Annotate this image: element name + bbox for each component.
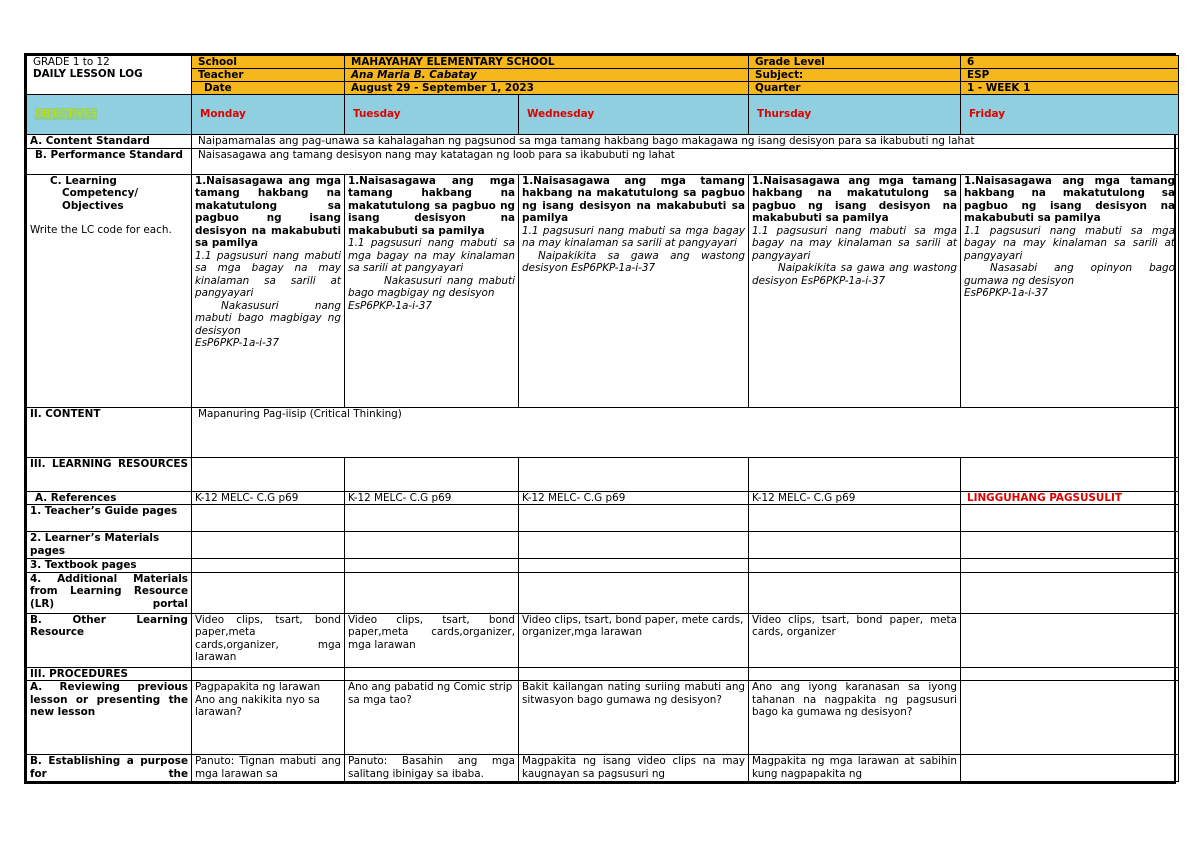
learning-resources-thursday [749,457,961,491]
competency-wednesday-sub: 1.1 pagsusuri nang mabuti sa mga bagay na may kinalaman sa sarili at pangyayari [522,224,745,249]
learners-materials-tuesday [345,532,519,559]
references-thursday: K-12 MELC- C.G p69 [749,491,961,505]
learners-materials-thursday [749,532,961,559]
subject-value: ESP [961,69,1179,82]
competency-wednesday [519,174,749,407]
reviewing-friday [961,681,1179,755]
competency-thursday-main: 1.Naisasagawa ang mga tamang hakbang na makatutulong sa pagbuo ng isang desisyon na makabubuti sa pamilya [752,174,957,224]
dll-title-line1: GRADE 1 to 12 [33,56,110,68]
references-wednesday: K-12 MELC- C.G p69 [519,491,749,505]
quarter-value: 1 - WEEK 1 [961,82,1179,95]
learning-resources-monday [192,457,345,491]
content-value: Mapanuring Pag-iisip (Critical Thinking) [192,407,1179,457]
establishing-label: B. Establishing a purpose for the [27,755,192,782]
textbook-friday [961,559,1179,573]
grade-level-value: 6 [961,56,1179,69]
content-label: II. CONTENT [27,407,192,457]
content-standard-value: Naipamamalas ang pag-unawa sa kahalagahan ng pagsunod sa mga tamang hakbang bago makagawa ng isang desisyon para sa ikabubuti ng lahat [192,135,1179,149]
competency-friday-main: 1.Naisasagawa ang mga tamang hakbang na makatutulong sa pagbuo ng isang desisyon na makabubuti sa pamilya [964,174,1175,224]
teachers-guide-tuesday [345,505,519,532]
competency-friday-sub: 1.1 pagsusuri nang mabuti sa mga bagay na may kinalaman sa sarili at pangyayari [964,224,1175,262]
additional-materials-monday [192,572,345,613]
dll-title-line2: DAILY LESSON LOG [33,68,143,80]
establishing-friday [961,755,1179,782]
teachers-guide-monday [192,505,345,532]
procedures-tuesday [345,667,519,681]
competency-wednesday-objective: Naipakikita sa gawa ang wastong desisyon EsP6PKP-1a-i-37 [522,249,745,274]
competency-tuesday-code: EsP6PKP-1a-i-37 [348,299,432,312]
date-value: August 29 - September 1, 2023 [345,82,749,95]
competency-thursday [749,174,961,407]
procedures-wednesday [519,667,749,681]
other-resources-monday: Video clips, tsart, bond paper,meta cards,organizer, mga larawan [192,613,345,667]
day-friday: Friday [961,95,1179,135]
grade-level-label: Grade Level [749,56,961,69]
school-value: MAHAYAHAY ELEMENTARY SCHOOL [345,56,749,69]
competency-wednesday-main: 1.Naisasagawa ang mga tamang hakbang na makatutulong sa pagbuo ng isang desisyon na makabubuti sa pamilya [522,174,745,224]
reviewing-label: A. Reviewing previous lesson or presenting the new lesson [27,681,192,755]
day-tuesday: Tuesday [345,95,519,135]
additional-materials-friday [961,572,1179,613]
other-resources-friday [961,613,1179,667]
teacher-label: Teacher [192,69,345,82]
competency-label-line2: Competency/ [62,187,139,199]
learners-materials-friday [961,532,1179,559]
date-label: Date [192,82,345,95]
teachers-guide-label: 1. Teacher’s Guide pages [27,505,192,532]
subject-label: Subject: [749,69,961,82]
competency-monday-sub: 1.1 pagsusuri nang mabuti sa mga bagay na may kinalaman sa sarili at pangyayari [195,249,341,299]
competency-friday-code: EsP6PKP-1a-i-37 [964,287,1048,299]
competency-monday-main: 1.Naisasagawa ang mga tamang hakbang na makatutulong sa pagbuo ng isang desisyon na makabubuti sa pamilya [195,174,341,249]
performance-standard-value: Naisasagawa ang tamang desisyon nang may katatagan ng loob para sa ikabubuti ng lahat [192,148,1179,174]
additional-materials-label: 4. Additional Materials from Learning Resource (LR) portal [27,572,192,613]
competency-label-line3: Objectives [62,199,124,212]
establishing-wednesday: Magpakita ng isang video clips na may kaugnayan sa pagsusuri ng [519,755,749,782]
procedures-label: III. PROCEDURES [27,667,192,681]
daily-lesson-log-sheet [24,53,1176,784]
dll-title [27,56,192,95]
learners-materials-monday [192,532,345,559]
day-monday: Monday [192,95,345,135]
learning-resources-tuesday [345,457,519,491]
competency-thursday-objective: Naipakikita sa gawa ang wastong desisyon EsP6PKP-1a-i-37 [752,262,957,287]
textbook-thursday [749,559,961,573]
reviewing-wednesday: Bakit kailangan nating suriing mabuti ang sitwasyon bago gumawa ng desisyon? [519,681,749,755]
learning-competency-label [27,174,192,407]
objectives-heading: OBJECTIVES [27,95,192,135]
performance-standard-label: B. Performance Standard [27,148,192,174]
content-standard-label: A. Content Standard [27,135,192,149]
other-resources-thursday: Video clips, tsart, bond paper, meta cards, organizer [749,613,961,667]
other-resources-tuesday: Video clips, tsart, bond paper,meta cards,organizer, mga larawan [345,613,519,667]
learners-materials-label: 2. Learner’s Materials pages [27,532,192,559]
competency-label-line1: C. Learning [50,174,117,187]
establishing-monday: Panuto: Tignan mabuti ang mga larawan sa [192,755,345,782]
references-label: A. References [27,491,192,505]
teachers-guide-friday [961,505,1179,532]
textbook-tuesday [345,559,519,573]
competency-tuesday-sub: 1.1 pagsusuri nang mabuti sa mga bagay na may kinalaman sa sarili at pangyayari [348,237,515,274]
competency-thursday-sub: 1.1 pagsusuri nang mabuti sa mga bagay na may kinalaman sa sarili at pangyayari [752,224,957,262]
teachers-guide-wednesday [519,505,749,532]
learning-resources-wednesday [519,457,749,491]
competency-tuesday [345,174,519,407]
daily-lesson-log-table [26,55,1179,782]
competency-tuesday-objective: Nakasusuri nang mabuti bago magbigay ng desisyon [348,274,515,299]
procedures-thursday [749,667,961,681]
competency-monday-code: EsP6PKP-1a-i-37 [195,337,279,349]
learners-materials-wednesday [519,532,749,559]
establishing-thursday: Magpakita ng mga larawan at sabihin kung nagpapakita ng [749,755,961,782]
reviewing-tuesday: Ano ang pabatid ng Comic strip sa mga tao? [345,681,519,755]
competency-friday-objective: Nasasabi ang opinyon bago gumawa ng desisyon [964,262,1175,287]
reviewing-thursday: Ano ang iyong karanasan sa iyong tahanan na nagpakita ng pagsusuri bago ka gumawa ng desisyon? [749,681,961,755]
competency-monday-objective: Nakasusuri nang mabuti bago magbigay ng desisyon [195,299,341,337]
procedures-friday [961,667,1179,681]
reviewing-monday-line2: Ano ang nakikita nyo sa larawan? [195,693,320,718]
school-label: School [192,56,345,69]
learning-resources-friday [961,457,1179,491]
day-thursday: Thursday [749,95,961,135]
competency-friday [961,174,1179,407]
additional-materials-tuesday [345,572,519,613]
establishing-tuesday: Panuto: Basahin ang mga salitang ibinigay sa ibaba. [345,755,519,782]
competency-lc-note: Write the LC code for each. [30,224,172,236]
references-friday: LINGGUHANG PAGSUSULIT [961,491,1179,505]
competency-tuesday-main: 1.Naisasagawa ang mga tamang hakbang na makatutulong sa pagbuo ng isang desisyon na makabubuti sa pamilya [348,174,515,237]
reviewing-monday [192,681,345,755]
learning-resources-label: III. LEARNING RESOURCES [27,457,192,491]
additional-materials-wednesday [519,572,749,613]
other-resources-label: B. Other Learning Resource [27,613,192,667]
textbook-label: 3. Textbook pages [27,559,192,573]
other-resources-wednesday: Video clips, tsart, bond paper, mete cards, organizer,mga larawan [519,613,749,667]
competency-monday [192,174,345,407]
references-monday: K-12 MELC- C.G p69 [192,491,345,505]
textbook-monday [192,559,345,573]
teachers-guide-thursday [749,505,961,532]
textbook-wednesday [519,559,749,573]
procedures-monday [192,667,345,681]
day-wednesday: Wednesday [519,95,749,135]
reviewing-monday-line1: Pagpapakita ng larawan [195,681,321,693]
quarter-label: Quarter [749,82,961,95]
additional-materials-thursday [749,572,961,613]
teacher-value: Ana Maria B. Cabatay [345,69,749,82]
references-tuesday: K-12 MELC- C.G p69 [345,491,519,505]
